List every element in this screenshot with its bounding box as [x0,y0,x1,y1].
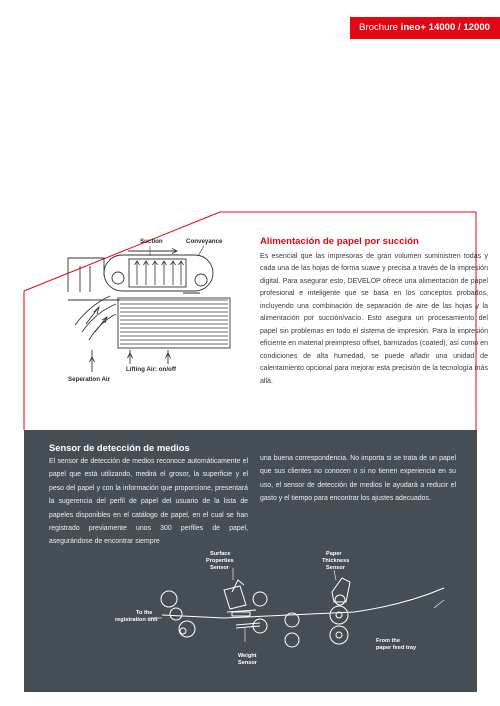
frame-diagonal-line [24,212,220,291]
label-conveyance: Conveyance [186,238,223,245]
label-separation-air: Seperation Air [68,376,111,383]
feed-section-body [260,251,488,388]
feed-body-paragraph: Es esencial que las impresoras de gran volumen suministren todas y cada una de las hojas de forma suave y precisa a través de la impresión digital. Para asegurar esto, DEVELOP ofrece una alimentación de papel profesional e inteligente que se basa en los conceptos probados, incluyendo una combinación de separación de aire de las hojas y la alimentación por succión/vacío. Esto asegura un procesamiento del papel sin problemas en todo el sistema de impresión. Para la impresión eficiente en material preimpreso offset, barnizados (coated), así como en condiciones de alta humedad, se puede añadir una unidad de calentamiento opcional para mejorar esta precisión de la tecnología más allá. [260,253,488,385]
label-feedtray-l2: paper feed tray [376,645,417,651]
label-thickness-l1: Paper [326,551,342,557]
product-name: ineo+ 14000 / 12000 [400,22,490,33]
label-thickness-l3: Sensor [326,565,345,571]
suction-feed-diagram [68,246,230,372]
label-surface-l3: Sensor [210,565,229,571]
label-suction: Suction [140,238,163,245]
label-thickness-l2: Thickness [322,558,350,564]
feed-section-title: Alimentación de papel por succión [260,236,419,247]
label-weight-l1: Weight [238,653,257,659]
brochure-label: Brochure [359,22,398,33]
media-sensor-diagram [24,430,477,692]
sensor-panel [24,430,477,692]
sensor-body-paragraph-2: una buena correspondencia. No importa si se trata de un papel que sus clientes no conocen o si no tienen experiencia en su uso, el sensor de detección de medios le ayudará a reducir el gasto y el tiempo para encontrar los ajustes adecuados. [260,455,456,503]
label-surface-l1: Surface [210,551,231,557]
sensor-body-paragraph-1: El sensor de detección de medios reconoce automáticamente el papel que está utilizando, medirá el grosor, la superficie y el peso del papel y con la información que proporcione, presentará la sugerencia del perfil de papel del usuario de la lista de papeles disponibles en el catálogo de papel, en el cual se han registrado previamente unos 300 perfiles de papel, asegurándose de encontrar siempre [49,458,248,546]
label-weight-l2: Sensor [238,660,257,666]
label-feedtray-l1: From the [376,638,400,644]
label-lifting-air: Lifting Air: on/off [126,366,176,373]
label-surface-l2: Properties [206,558,234,564]
label-registration-l2: registration unit [115,617,158,623]
label-registration-l1: To the [136,610,153,616]
sensor-section-title: Sensor de detección de medios [49,442,190,453]
